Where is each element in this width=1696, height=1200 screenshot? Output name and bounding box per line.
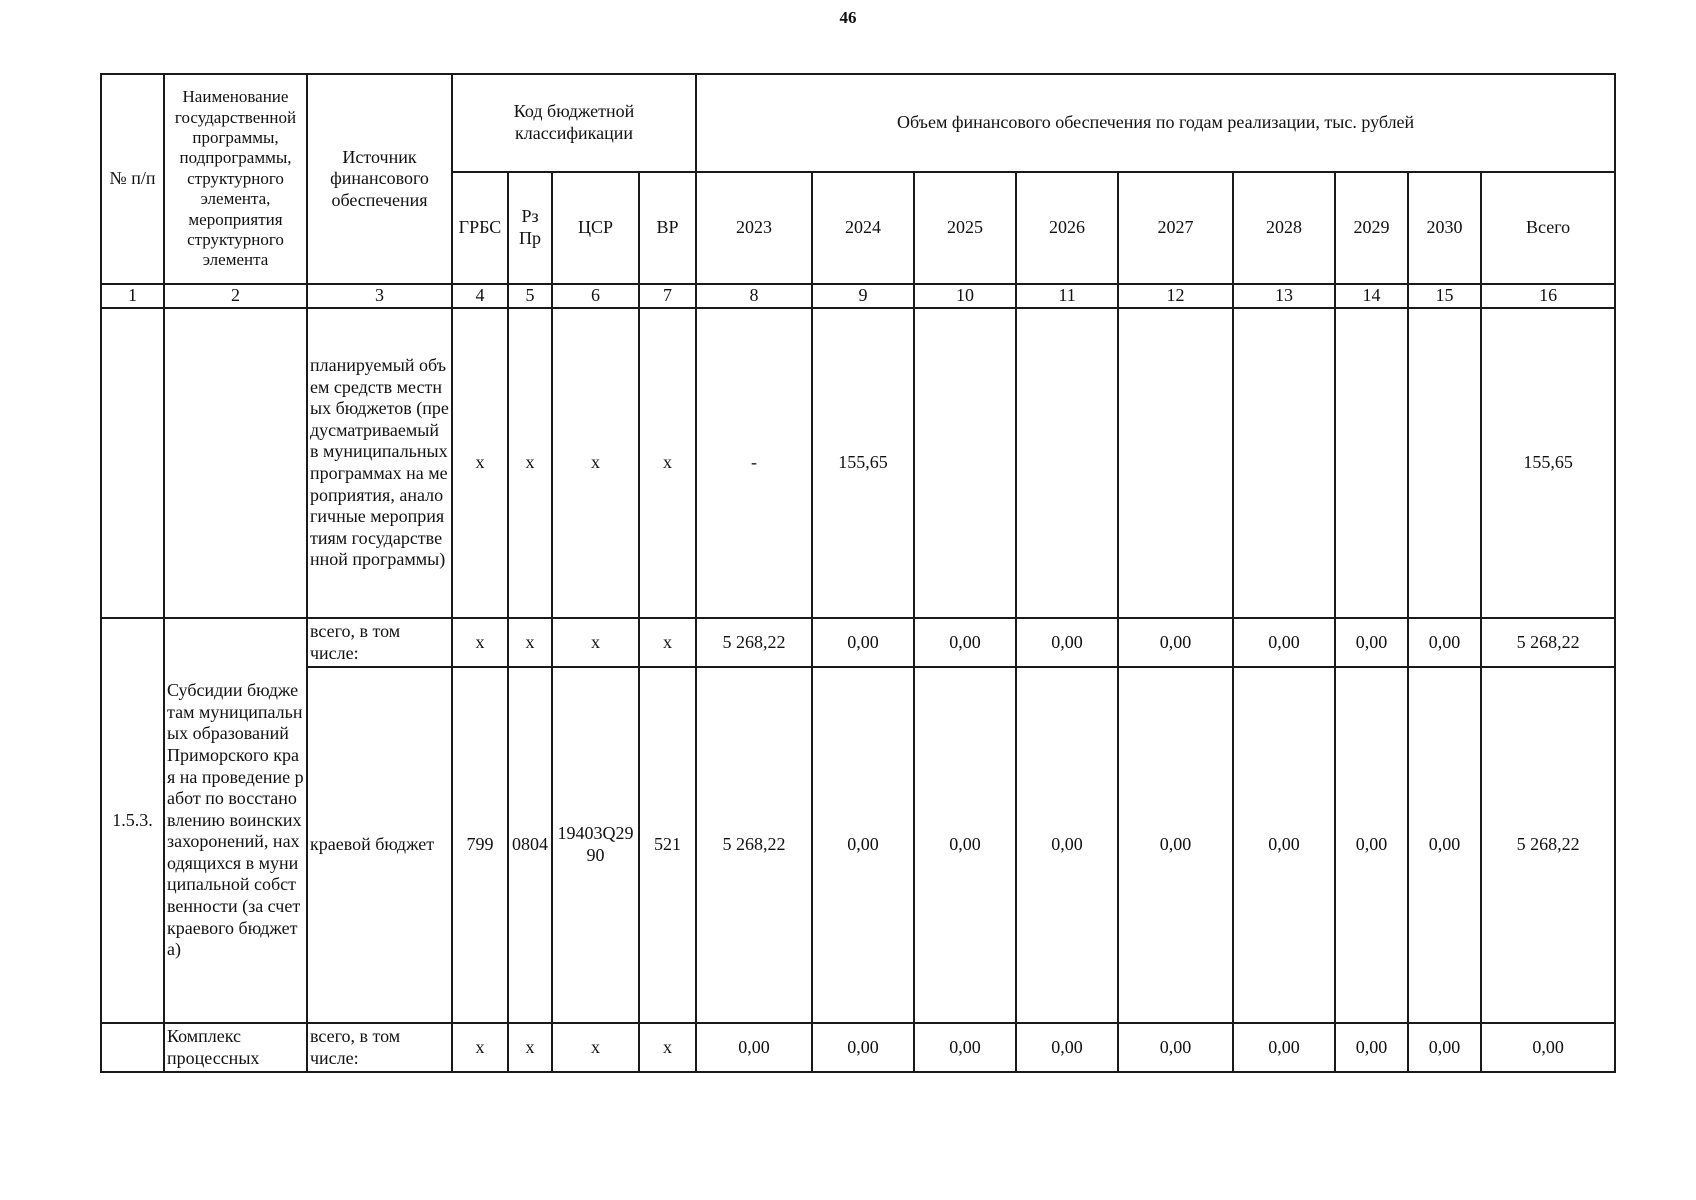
column-number: 10	[914, 284, 1016, 308]
row-rzpr: x	[508, 618, 552, 667]
header-name: Наименование государственной программы, подпрограммы, структурного элемента, мероприятия структурного элемента	[164, 74, 307, 284]
column-number: 9	[812, 284, 914, 308]
column-number: 15	[1408, 284, 1481, 308]
row-num	[101, 1023, 164, 1072]
row-value	[1408, 308, 1481, 618]
header-year: 2025	[914, 172, 1016, 284]
row-csr: 19403Q2990	[552, 667, 639, 1023]
header-grbs: ГРБС	[452, 172, 508, 284]
column-number: 1	[101, 284, 164, 308]
table-row	[101, 618, 1615, 667]
row-grbs: x	[452, 618, 508, 667]
row-rzpr: 0804	[508, 667, 552, 1023]
column-number: 11	[1016, 284, 1118, 308]
row-value: 0,00	[1233, 618, 1335, 667]
row-vr: x	[639, 618, 696, 667]
column-number: 16	[1481, 284, 1615, 308]
row-value: 0,00	[914, 618, 1016, 667]
page-number: 46	[839, 8, 857, 27]
row-value: 0,00	[1016, 667, 1118, 1023]
header-year: 2023	[696, 172, 812, 284]
row-value: 0,00	[1335, 667, 1408, 1023]
row-name	[164, 308, 307, 618]
column-number: 5	[508, 284, 552, 308]
budget-table	[100, 73, 1616, 1073]
row-value: 0,00	[1233, 1023, 1335, 1072]
header-year: 2027	[1118, 172, 1233, 284]
row-total: 155,65	[1481, 308, 1615, 618]
header-year: 2029	[1335, 172, 1408, 284]
row-value: 5 268,22	[696, 667, 812, 1023]
header-rzpr: Рз Пр	[508, 172, 552, 284]
row-vr: x	[639, 308, 696, 618]
column-number: 3	[307, 284, 452, 308]
table-row	[101, 667, 1615, 1023]
row-csr: x	[552, 1023, 639, 1072]
row-source: краевой бюджет	[307, 667, 452, 1023]
row-num: 1.5.3.	[101, 618, 164, 1023]
row-num	[101, 308, 164, 618]
row-rzpr: x	[508, 308, 552, 618]
row-value: 0,00	[696, 1023, 812, 1072]
column-number-row	[101, 284, 1615, 308]
row-value	[1233, 308, 1335, 618]
row-value: 5 268,22	[696, 618, 812, 667]
row-name: Субсидии бюджетам муниципальных образований Приморского края на проведение работ по восстановлению воинских захоронений, находящихся в муниципальной собственности (за счет краевого бюджета)	[164, 618, 307, 1023]
row-total: 0,00	[1481, 1023, 1615, 1072]
table-row	[101, 1023, 1615, 1072]
header-total: Всего	[1481, 172, 1615, 284]
row-rzpr: x	[508, 1023, 552, 1072]
row-grbs: x	[452, 1023, 508, 1072]
table-row	[101, 308, 1615, 618]
row-value	[1118, 308, 1233, 618]
header-year: 2028	[1233, 172, 1335, 284]
row-csr: x	[552, 308, 639, 618]
column-number: 8	[696, 284, 812, 308]
header-vr: ВР	[639, 172, 696, 284]
row-value: 0,00	[1016, 1023, 1118, 1072]
row-grbs: x	[452, 308, 508, 618]
row-vr: x	[639, 1023, 696, 1072]
header-year: 2026	[1016, 172, 1118, 284]
row-value: 0,00	[812, 618, 914, 667]
row-value: 0,00	[1118, 618, 1233, 667]
row-value: 0,00	[914, 1023, 1016, 1072]
row-value: 0,00	[1016, 618, 1118, 667]
row-value: 0,00	[1408, 618, 1481, 667]
column-number: 2	[164, 284, 307, 308]
row-source: всего, в том числе:	[307, 1023, 452, 1072]
row-value: 155,65	[812, 308, 914, 618]
header-csr: ЦСР	[552, 172, 639, 284]
row-value: 0,00	[914, 667, 1016, 1023]
row-value: 0,00	[1335, 1023, 1408, 1072]
row-value: 0,00	[1335, 618, 1408, 667]
row-value: -	[696, 308, 812, 618]
row-value	[1335, 308, 1408, 618]
column-number: 4	[452, 284, 508, 308]
row-value	[1016, 308, 1118, 618]
row-vr: 521	[639, 667, 696, 1023]
header-year: 2024	[812, 172, 914, 284]
column-number: 13	[1233, 284, 1335, 308]
row-value: 0,00	[1408, 1023, 1481, 1072]
header-year: 2030	[1408, 172, 1481, 284]
row-name: Комплекс процессных	[164, 1023, 307, 1072]
column-number: 12	[1118, 284, 1233, 308]
row-value: 0,00	[1118, 667, 1233, 1023]
row-source: планируемый объем средств местных бюджетов (предусматриваемый в муниципальных программах на мероприятия, аналогичные мероприятиям государственной программы)	[307, 308, 452, 618]
column-number: 6	[552, 284, 639, 308]
header-source: Источник финансового обеспечения	[307, 74, 452, 284]
row-csr: x	[552, 618, 639, 667]
row-value: 0,00	[1408, 667, 1481, 1023]
column-number: 7	[639, 284, 696, 308]
column-number: 14	[1335, 284, 1408, 308]
row-value	[914, 308, 1016, 618]
row-total: 5 268,22	[1481, 618, 1615, 667]
header-num: № п/п	[101, 74, 164, 284]
row-grbs: 799	[452, 667, 508, 1023]
row-value: 0,00	[812, 667, 914, 1023]
header-budget-code: Код бюджетной классификации	[452, 74, 696, 172]
row-source: всего, в том числе:	[307, 618, 452, 667]
header-financing-volume: Объем финансового обеспечения по годам реализации, тыс. рублей	[696, 74, 1615, 172]
header-row-1	[101, 74, 1615, 172]
row-value: 0,00	[812, 1023, 914, 1072]
row-value: 0,00	[1233, 667, 1335, 1023]
row-value: 0,00	[1118, 1023, 1233, 1072]
row-total: 5 268,22	[1481, 667, 1615, 1023]
